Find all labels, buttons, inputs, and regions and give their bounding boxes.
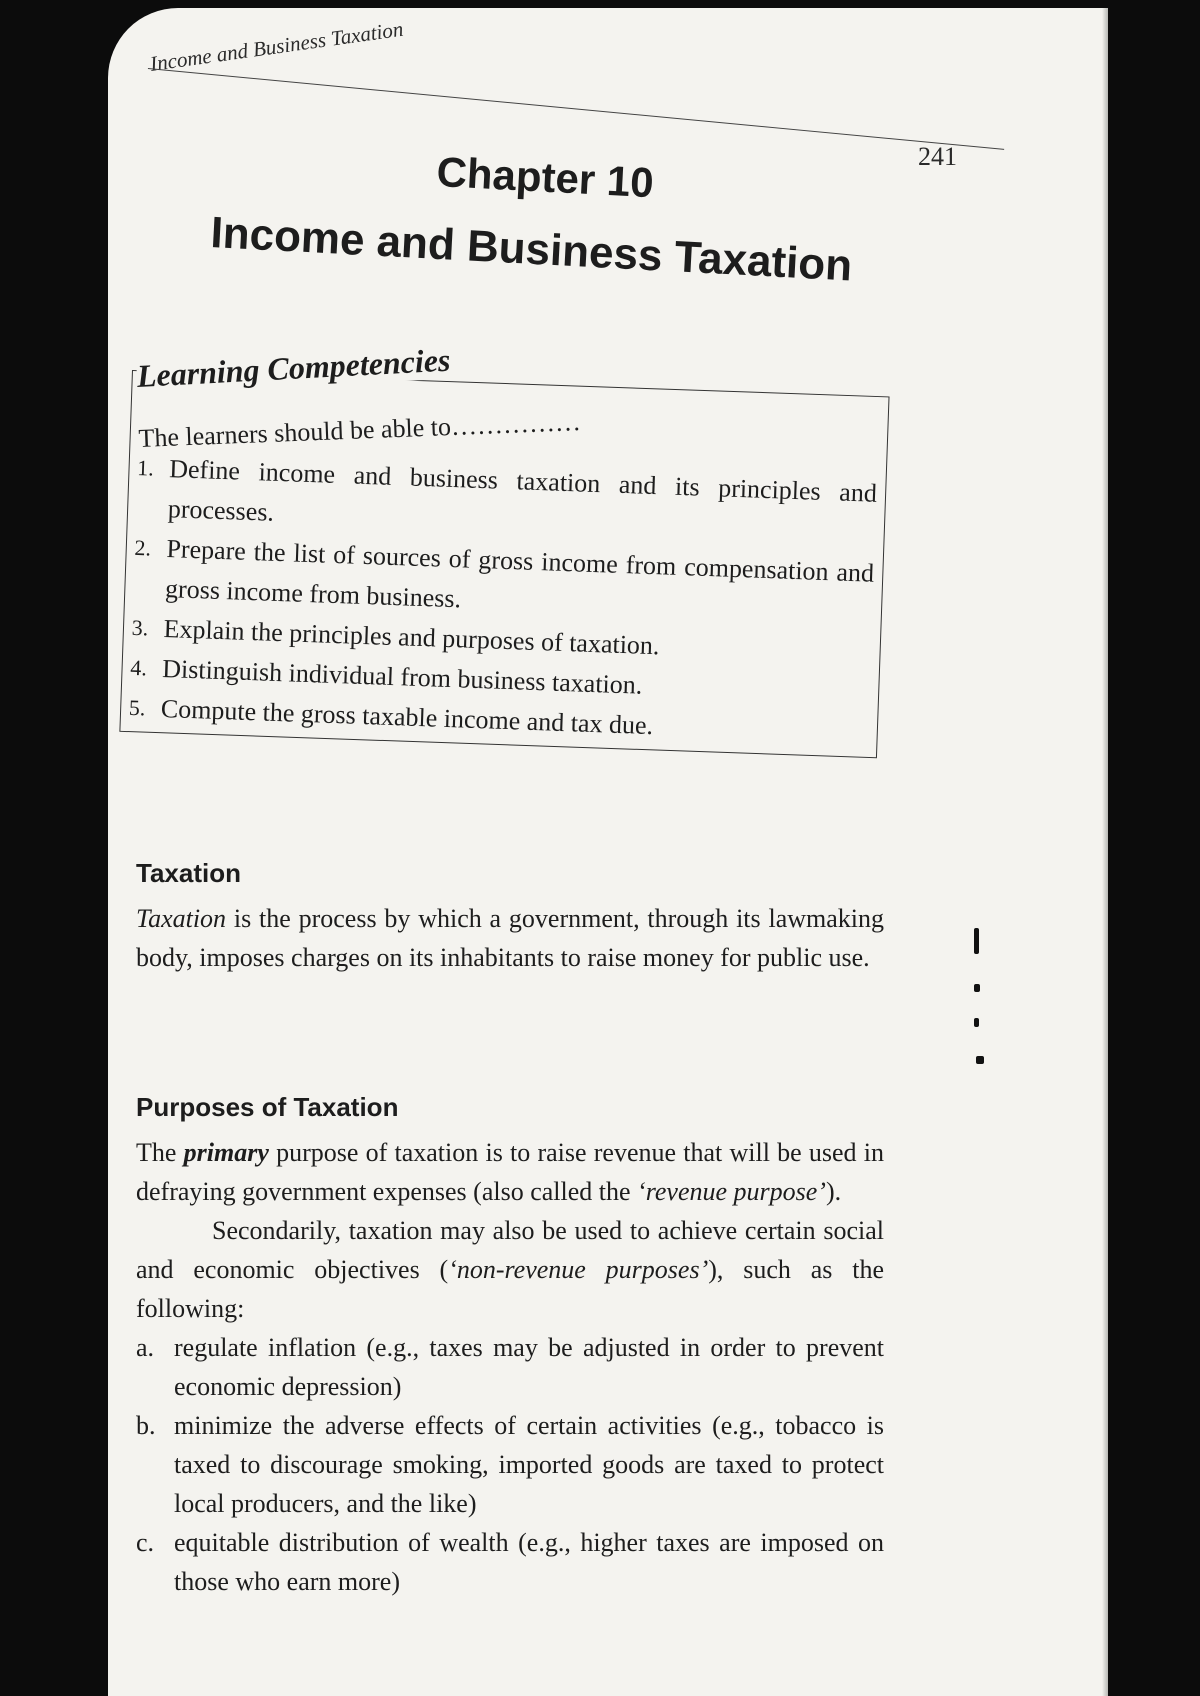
item-text: equitable distribution of wealth (e.g., higher taxes are imposed on those who earn more): [174, 1528, 884, 1596]
item-number: 4.: [129, 654, 148, 681]
learning-competencies-intro: The learners should be able to……………: [138, 407, 582, 453]
edge-mark: [974, 1018, 979, 1027]
edge-mark: [974, 984, 980, 992]
revenue-purpose-term: ‘revenue purpose’: [637, 1177, 826, 1206]
page-number: 241: [918, 142, 957, 171]
item-text: regulate inflation (e.g., taxes may be adjusted in order to prevent economic depression): [174, 1333, 884, 1401]
text-run: ), such as the following:: [136, 1255, 884, 1323]
header-rule: [148, 68, 1004, 150]
purposes-list: [136, 1328, 884, 1601]
non-revenue-purposes-term: ‘non-revenue purposes’: [448, 1255, 709, 1284]
primary-emphasis: primary: [183, 1138, 269, 1167]
taxation-definition-text: is the process by which a government, through its lawmaking body, imposes charges on its inhabitants to raise money for public use.: [136, 904, 884, 972]
item-text: Distinguish individual from business taxation.: [161, 653, 643, 700]
item-text: Compute the gross taxable income and tax due.: [160, 693, 654, 741]
purposes-heading: Purposes of Taxation: [136, 1092, 399, 1122]
page-edge-marks: [966, 928, 996, 1088]
taxation-definition: [136, 899, 884, 977]
text-run: purpose of taxation is to raise revenue that will be used in defraying government expenses (also called the: [136, 1138, 884, 1206]
taxation-section: [136, 854, 884, 977]
item-number: 5.: [128, 694, 146, 721]
text-run: Secondarily, taxation may also be used to achieve certain social and economic objectives (: [136, 1216, 884, 1284]
list-item: [136, 1406, 884, 1523]
purposes-paragraph-1: [136, 1133, 884, 1211]
item-text: minimize the adverse effects of certain activities (e.g., tobacco is taxed to discourage smoking, imported goods are taxed to protect local producers, and the like): [174, 1411, 884, 1518]
taxation-heading: Taxation: [136, 858, 241, 888]
item-number: 3.: [131, 614, 149, 641]
item-letter: b.: [136, 1411, 156, 1440]
purposes-section: [136, 1088, 884, 1601]
list-item: [136, 1328, 884, 1406]
purposes-paragraph-2: [136, 1211, 884, 1328]
item-letter: c.: [136, 1528, 155, 1557]
item-text: Explain the principles and purposes of taxation.: [163, 614, 660, 661]
chapter-title: Income and Business Taxation: [209, 208, 854, 291]
edge-mark: [974, 928, 979, 954]
text-run: The: [136, 1138, 184, 1167]
item-number: 1.: [136, 454, 155, 481]
item-text: Define income and business taxation and its principles and processes.: [167, 454, 878, 527]
learning-competencies-list: [128, 448, 877, 754]
chapter-number: Chapter 10: [435, 148, 655, 207]
item-text: Prepare the list of sources of gross income from compensation and gross income from business.: [164, 534, 875, 614]
learning-competencies-heading: Learning Competencies: [136, 341, 459, 395]
text-run: ).: [825, 1177, 842, 1206]
book-page: [108, 8, 1108, 1696]
list-item: [136, 1523, 884, 1601]
item-number: 2.: [134, 534, 152, 561]
item-letter: a.: [136, 1333, 155, 1362]
running-head: Income and Business Taxation: [148, 16, 405, 77]
edge-mark: [976, 1056, 984, 1064]
taxation-term: Taxation: [136, 904, 227, 933]
